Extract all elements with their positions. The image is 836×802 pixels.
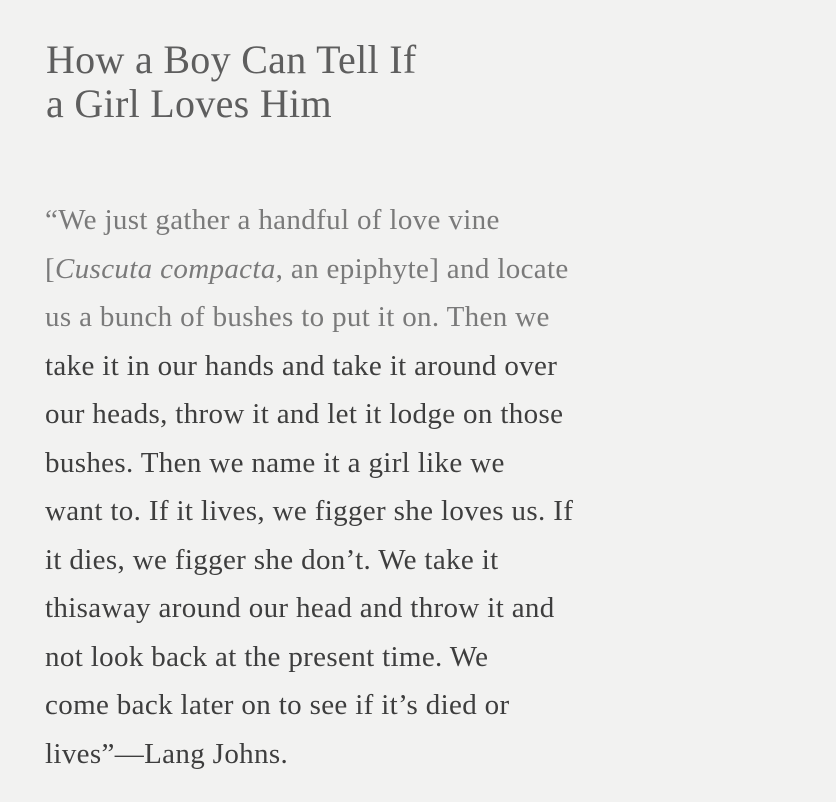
text-line-11: come back later on to see if it’s died or bbox=[45, 689, 510, 721]
article-title bbox=[46, 38, 766, 126]
title-line-1: How a Boy Can Tell If bbox=[46, 37, 417, 82]
text-line-2-rest: , an epiphyte] and locate bbox=[275, 252, 569, 285]
text-line-4: take it in our hands and take it around over bbox=[45, 349, 558, 382]
bracket-open: [ bbox=[45, 252, 56, 285]
text-line-1: “We just gather a handful of love vine bbox=[45, 204, 500, 236]
text-line-6: bushes. Then we name it a girl like we bbox=[45, 446, 505, 479]
text-line-10: not look back at the present time. We bbox=[45, 640, 489, 673]
species-name: Cuscuta compacta bbox=[55, 252, 276, 285]
text-line-2 bbox=[45, 245, 805, 294]
title-line-2: a Girl Loves Him bbox=[46, 81, 332, 126]
text-line-8: it dies, we figger she don’t. We take it bbox=[45, 543, 499, 576]
text-line-12: lives”—Lang Johns. bbox=[45, 737, 289, 770]
text-line-3: us a bunch of bushes to put it on. Then we bbox=[45, 301, 550, 333]
quote-paragraph bbox=[45, 196, 805, 778]
text-line-5: our heads, throw it and let it lodge on those bbox=[45, 398, 564, 430]
text-line-7: want to. If it lives, we figger she loves us. If bbox=[45, 495, 574, 527]
text-line-9: thisaway around our head and throw it and bbox=[45, 592, 555, 624]
